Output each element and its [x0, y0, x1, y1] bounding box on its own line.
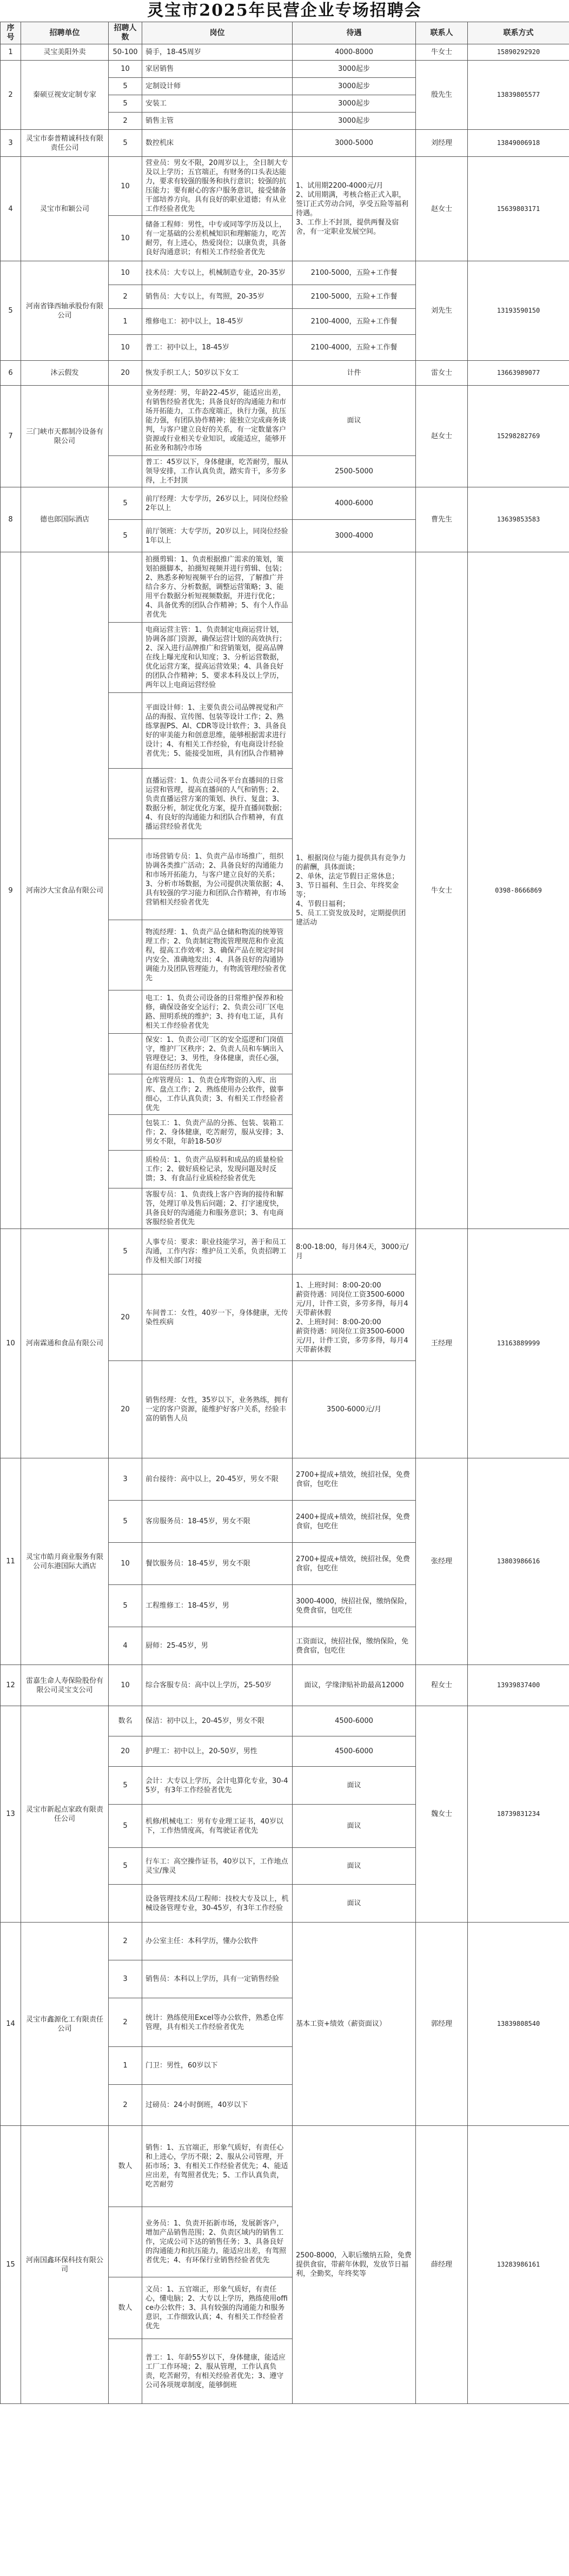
- job-pay: 4000-6000: [293, 487, 416, 520]
- job-post: 销售经理：女性，35岁以下，业务熟练，拥有一定的客户资源，能维护好客户关系，经验丰富的销售人员: [142, 1361, 293, 1458]
- contact-phone: 13939837400: [468, 1665, 569, 1706]
- company-name: 河南省锋西轴承股份有限公司: [21, 261, 109, 361]
- contact-phone: 13839805577: [468, 61, 569, 130]
- job-post: 家居销售: [142, 61, 293, 78]
- company-name: 灵宝市新起点家政有限责任公司: [21, 1706, 109, 1923]
- contact-phone: 13193590150: [468, 261, 569, 361]
- header-phone: 联系方式: [468, 22, 569, 44]
- job-pay: 面议: [293, 1805, 416, 1848]
- job-pay: 2500-8000，入职后缴纳五险，免费提供食宿，带薪年休假，发放节日福利，全勤奖，年终奖等: [293, 2126, 416, 2404]
- job-post: 客服专员：1、负责线上客户咨询的接待和解答，处理订单及售后问题；2、打字速度快，具备良好的沟通能力和服务意识；3、有电商客服经验者优先: [142, 1188, 293, 1229]
- company-name: 河南霖通和食品有限公司: [21, 1229, 109, 1458]
- job-post: 技术员：大专以上，机械制造专业，20-35岁: [142, 261, 293, 285]
- job-post: 骑手，18-45周岁: [142, 44, 293, 61]
- table-row: [1, 1923, 569, 1960]
- job-post: 机修/机械电工：男有专业理工证书，40岁以下，工作热情度高，有驾驶证者优先: [142, 1805, 293, 1848]
- job-pay: 3000-4000: [293, 520, 416, 552]
- table-header-row: [1, 22, 569, 44]
- job-count: 2: [109, 1923, 142, 1960]
- job-count: 数人: [109, 2277, 142, 2339]
- job-pay: 2100-4000，五险+工作餐: [293, 309, 416, 335]
- job-count: 5: [109, 520, 142, 552]
- job-post: 车间普工：女性，40岁一下，身体健康，无传染性疾病: [142, 1274, 293, 1361]
- job-count: 10: [109, 61, 142, 78]
- job-pay: 工资面议，统招社保，缴纳保险，免费食宿，包吃住: [293, 1627, 416, 1665]
- table-row: [1, 157, 569, 216]
- contact-person: 刘先生: [416, 261, 468, 361]
- job-pay: 基本工资+绩效（薪资面议）: [293, 1923, 416, 2126]
- row-number: 8: [1, 487, 21, 552]
- job-post: 办公室主任：本科学历，懂办公软件: [142, 1923, 293, 1960]
- job-post: 普工：1、年龄55岁以下，身体健康，能适应工厂工作环境；2、服从管理，工作认真负责，吃苦耐劳，有相关经验者优先；3、遵守公司各项规章制度，能够倒班: [142, 2339, 293, 2404]
- job-count: 5: [109, 487, 142, 520]
- job-count: [109, 1151, 142, 1188]
- table-body: [1, 44, 569, 2404]
- job-count: 2: [109, 2085, 142, 2126]
- job-post: 行车工：高空操作证书，40岁以下，工作地点灵宝/豫灵: [142, 1848, 293, 1885]
- job-count: 数名: [109, 1706, 142, 1736]
- job-pay: 8:00-18:00，每月休4天，3000元/月: [293, 1229, 416, 1274]
- job-count: 20: [109, 361, 142, 386]
- job-pay: 1、试用期2200-4000元/月 2、试用期满，考核合格正式入职，签订正式劳动合同，享受五险等福利待遇。 3、工作上不封顶，提供两餐及宿舍，有一定职业发展空间。: [293, 157, 416, 261]
- row-number: 4: [1, 157, 21, 261]
- job-count: [109, 839, 142, 920]
- job-post: 工程维修工：18-45岁，男: [142, 1585, 293, 1627]
- job-count: 5: [109, 78, 142, 95]
- job-post: 电工：1、负责公司设备的日常维护保养和检修，确保设备安全运行；2、负责公司厂区电路、照明系统的维护；3、持有电工证，具有相关工作经验者优先: [142, 990, 293, 1034]
- job-post: 护理工：初中以上，20-50岁，男性: [142, 1736, 293, 1767]
- job-pay: 计件: [293, 361, 416, 386]
- company-name: 沐云假发: [21, 361, 109, 386]
- job-count: 10: [109, 261, 142, 285]
- job-post: 销售：1、五官端正，形象气质好，有责任心和上进心，学历不限；2、服从公司管理，开拓市场；3、有相关工作经验者优先；4、能适应出差，有驾照者优先；5、工作认真负责，吃苦耐劳: [142, 2126, 293, 2207]
- contact-phone: 15298282769: [468, 386, 569, 487]
- job-count: 2: [109, 1998, 142, 2047]
- job-count: [109, 552, 142, 623]
- company-name: 灵宝市鑫源化工有限责任公司: [21, 1923, 109, 2126]
- job-pay: 2400+提成+绩效，统招社保，免费食宿，包吃住: [293, 1501, 416, 1543]
- job-count: 3: [109, 1458, 142, 1501]
- job-count: [109, 1115, 142, 1151]
- job-count: 5: [109, 130, 142, 157]
- job-pay: 4500-6000: [293, 1706, 416, 1736]
- job-count: 10: [109, 1543, 142, 1585]
- job-post: 包装工：1、负责产品的分拣、包装、装箱工作；2、身体健康，吃苦耐劳，服从安排；3、男女不限，年龄18-50岁: [142, 1115, 293, 1151]
- company-name: 灵宝美阳外卖: [21, 44, 109, 61]
- job-pay: 1、上班时间：8:00-20:00 薪资待遇：同岗位工资3500-6000元/月，计件工资，多劳多得，每月4天带薪休假 2、上班时间：8:00-20:00 薪资待遇：同岗位工资3500-6000元/月，计件工资，多劳多得，每月4天带薪休假: [293, 1274, 416, 1361]
- job-count: [109, 456, 142, 487]
- job-count: 2: [109, 285, 142, 309]
- row-number: 11: [1, 1458, 21, 1665]
- row-number: 10: [1, 1229, 21, 1458]
- job-pay: 2100-4000，五险+工作餐: [293, 335, 416, 361]
- job-pay: 3000起步: [293, 113, 416, 130]
- table-row: [1, 261, 569, 285]
- contact-person: 殷先生: [416, 61, 468, 130]
- job-post: 门卫：男性，60岁以下: [142, 2047, 293, 2085]
- job-pay: 3000起步: [293, 78, 416, 95]
- contact-phone: 13803986616: [468, 1458, 569, 1665]
- row-number: 14: [1, 1923, 21, 2126]
- job-post: 会计：大专以上学历，会计电算化专业，30-45岁，有3年工作经验者优先: [142, 1767, 293, 1805]
- header-post: 岗位: [142, 22, 293, 44]
- job-count: [109, 2339, 142, 2404]
- job-post: 保洁：初中以上，20-45岁，男女不限: [142, 1706, 293, 1736]
- job-count: 5: [109, 1229, 142, 1274]
- job-count: [109, 1034, 142, 1074]
- contact-phone: 18739831234: [468, 1706, 569, 1923]
- job-post: 客房服务员：18-45岁，男女不限: [142, 1501, 293, 1543]
- contact-phone: 13283986161: [468, 2126, 569, 2404]
- job-count: 50-100: [109, 44, 142, 61]
- job-pay: 面议，学缘津贴补助最高12000: [293, 1665, 416, 1706]
- job-post: 普工：45岁以下，身体健康，吃苦耐劳，服从领导安排，工作认真负责，踏实肯干，多劳多得，上不封顶: [142, 456, 293, 487]
- company-name: 河南沙大宝食品有限公司: [21, 552, 109, 1229]
- row-number: 1: [1, 44, 21, 61]
- table-row: [1, 61, 569, 78]
- job-count: 1: [109, 2047, 142, 2085]
- job-count: 10: [109, 1665, 142, 1706]
- table-row: [1, 386, 569, 456]
- job-post: 拍摄剪辑：1、负责根据推广需求的策划，策划拍摄脚本，拍摄短视频并进行剪辑、包装；2、熟悉多种短视频平台的运营，了解推广并结合多方、分析数据，调整运营策略；3、能用平台数据分析短视频数据，并进行优化；4、具备优秀的团队合作精神；5、有个人作品者优先: [142, 552, 293, 623]
- table-row: [1, 1665, 569, 1706]
- contact-person: 魏女士: [416, 1706, 468, 1923]
- job-pay: 面议: [293, 1848, 416, 1885]
- job-post: 统计：熟练使用Excel等办公软件，熟悉仓库管理，具有相关工作经验者优先: [142, 1998, 293, 2047]
- job-count: 5: [109, 95, 142, 113]
- company-name: 河南国鑫环保科技有限公司: [21, 2126, 109, 2404]
- recruitment-table: [0, 22, 569, 2404]
- header-contact: 联系人: [416, 22, 468, 44]
- job-pay: 1、根据岗位与能力提供具有竞争力的薪酬，具体面谈； 2、单休，法定节假日正常休息； 3、节日福利、生日会、年终奖金等； 4、节假日福利； 5、员工工资发放及时，定期提供团建活动: [293, 552, 416, 1229]
- contact-person: 刘经理: [416, 130, 468, 157]
- job-count: 10: [109, 335, 142, 361]
- job-post: 普工：初中以上，18-45岁: [142, 335, 293, 361]
- row-number: 13: [1, 1706, 21, 1923]
- job-post: 质检员：1、负责产品原料和成品的质量检验工作；2、做好质检记录，发现问题及时反馈；3、有食品行业质检经验者优先: [142, 1151, 293, 1188]
- job-post: 保安：1、负责公司厂区的安全巡逻和门岗值守，维护厂区秩序；2、负责人员和车辆出入管理登记；3、男性，身体健康，责任心强，有退伍经历者优先: [142, 1034, 293, 1074]
- job-pay: 3000起步: [293, 61, 416, 78]
- job-post: 设备管理技术员/工程师：技校大专及以上，机械设备管理专业，30-45岁，有3年工作经验: [142, 1885, 293, 1923]
- company-name: 德也郎国际酒店: [21, 487, 109, 552]
- contact-person: 王经理: [416, 1229, 468, 1458]
- job-count: [109, 623, 142, 693]
- job-pay: 2700+提成+绩效，统招社保，免费食宿，包吃住: [293, 1543, 416, 1585]
- contact-person: 赵女士: [416, 157, 468, 261]
- contact-phone: 13163889999: [468, 1229, 569, 1458]
- job-post: 前厅经理：大专学历，26岁以上，同岗位经验2年以上: [142, 487, 293, 520]
- job-pay: 2100-5000，五险+工作餐: [293, 261, 416, 285]
- job-post: 销售主管: [142, 113, 293, 130]
- contact-phone: 15639803171: [468, 157, 569, 261]
- job-count: [109, 386, 142, 456]
- row-number: 12: [1, 1665, 21, 1706]
- row-number: 3: [1, 130, 21, 157]
- job-post: 厨师：25-45岁，男: [142, 1627, 293, 1665]
- job-count: 5: [109, 1585, 142, 1627]
- job-pay: 3000起步: [293, 95, 416, 113]
- job-count: 5: [109, 1848, 142, 1885]
- job-post: 数控机床: [142, 130, 293, 157]
- job-count: 4: [109, 1627, 142, 1665]
- job-post: 恢发手织工人；50岁以下女工: [142, 361, 293, 386]
- job-post: 业务经理：男，年龄22-45岁，能适应出差，有销售经验者优先；具备良好的沟通能力和市场开拓能力，工作态度端正，执行力强，抗压能力强，有团队协作精神；能独立完成商务谈判，与客户建立良好的关系，有一定数量客户资源或行业相关专业知识，或能适应，能够开拓业务和制冷市场: [142, 386, 293, 456]
- header-company: 招聘单位: [21, 22, 109, 44]
- job-pay: 2500-5000: [293, 456, 416, 487]
- job-pay: 3000-5000: [293, 130, 416, 157]
- job-count: [109, 1885, 142, 1923]
- job-post: 物流经理：1、负责产品仓储和物流的统筹管理工作；2、负责制定物流管理规范和作业流程，提高工作效率；3、确保产品在规定时间内安全、准确地发出；4、具备良好的沟通协调能力及团队管理能力，有物流管理经验者优先: [142, 920, 293, 990]
- job-post: 储备工程师：男性，中专或同等学历及以上，有一定基础的公差机械知识和理解能力，吃苦耐劳，有上进心，热爱岗位；以康负责，具备良好沟通意识；有相关工作经验者优先: [142, 216, 293, 261]
- job-post: 营业员：男女不限，20周岁以上，全日制大专及以上学历；五官端正，有财务的口头表达能力，要求有较强的服务和执行意识；较强的抗压能力；要有耐心的客户服务意识，接受储备干部培养方向。具有良好的职业道德；有从业工作经验者优先: [142, 157, 293, 216]
- job-post: 业务员：1、负责开拓新市场，发展新客户，增加产品销售范围；2、负责区域内的销售工作，完成公司下达的销售任务；3、具备良好的沟通能力和抗压能力，能适应出差，有驾照者优先；4、有环保行业销售经验者优先: [142, 2207, 293, 2277]
- row-number: 6: [1, 361, 21, 386]
- job-pay: 面议: [293, 1885, 416, 1923]
- table-row: [1, 1706, 569, 1736]
- contact-phone: 15890292920: [468, 44, 569, 61]
- contact-phone: 13849006918: [468, 130, 569, 157]
- job-count: 10: [109, 157, 142, 216]
- job-pay: 2100-5000，五险+工作餐: [293, 285, 416, 309]
- job-count: [109, 769, 142, 839]
- header-no: 序号: [1, 22, 21, 44]
- job-count: [109, 693, 142, 769]
- contact-person: 薛经理: [416, 2126, 468, 2404]
- job-pay: 2700+提成+绩效，统招社保，免费食宿，包吃住: [293, 1458, 416, 1501]
- row-number: 2: [1, 61, 21, 130]
- job-pay: 4000-8000: [293, 44, 416, 61]
- header-pay: 待遇: [293, 22, 416, 44]
- table-row: [1, 2126, 569, 2207]
- job-count: 数人: [109, 2126, 142, 2207]
- company-name: 灵宝市皓月商业服务有限公司东港国际大酒店: [21, 1458, 109, 1665]
- table-row: [1, 1229, 569, 1274]
- job-count: 5: [109, 1501, 142, 1543]
- job-pay: 4500-6000: [293, 1736, 416, 1767]
- table-row: [1, 130, 569, 157]
- contact-phone: 0398-8666869: [468, 552, 569, 1229]
- job-post: 餐饮服务员：18-45岁，男女不限: [142, 1543, 293, 1585]
- job-post: 市场营销专员：1、负责产品市场推广，组织协调各类推广活动；2、具备良好的沟通能力和市场开拓能力，与客户建立良好的关系；3、分析市场数据，为公司提供决策依据；4、具有较强的学习能力和团队合作精神，有市场营销相关经验者优先: [142, 839, 293, 920]
- row-number: 7: [1, 386, 21, 487]
- job-pay: 面议: [293, 386, 416, 456]
- contact-person: 郭经理: [416, 1923, 468, 2126]
- contact-person: 赵女士: [416, 386, 468, 487]
- page-title: 灵宝市2025年民营企业专场招聘会: [147, 1, 422, 20]
- job-count: 5: [109, 1805, 142, 1848]
- job-count: 5: [109, 1767, 142, 1805]
- company-name: 灵宝市和颖公司: [21, 157, 109, 261]
- job-post: 销售员：大专以上，有驾照，20-35岁: [142, 285, 293, 309]
- job-post: 直播运营：1、负责公司各平台直播间的日常运营和管理，提高直播间的人气和销售；2、负责直播运营方案的策划、执行、复盘；3、数据分析，制定优化方案，提升直播间数据；4、有良好的沟通能力和团队合作精神，有直播运营经验者优先: [142, 769, 293, 839]
- job-count: 20: [109, 1361, 142, 1458]
- contact-person: 程女士: [416, 1665, 468, 1706]
- company-name: 灵宝市泰普精诚科技有限责任公司: [21, 130, 109, 157]
- job-count: [109, 2207, 142, 2277]
- job-post: 综合客服专员：高中以上学历，25-50岁: [142, 1665, 293, 1706]
- header-count: 招聘人数: [109, 22, 142, 44]
- job-pay: 面议: [293, 1767, 416, 1805]
- company-name: 秦硕豆视安定制专家: [21, 61, 109, 130]
- company-name: 三门峡市天都制冷设备有限公司: [21, 386, 109, 487]
- job-post: 安装工: [142, 95, 293, 113]
- job-post: 定制设计师: [142, 78, 293, 95]
- job-pay: 3500-6000元/月: [293, 1361, 416, 1458]
- contact-person: 牛女士: [416, 44, 468, 61]
- job-pay: 3000-4000，统招社保，缴纳保险，免费食宿，包吃住: [293, 1585, 416, 1627]
- job-post: 文员：1、五官端正，形象气质好，有责任心，懂电脑；2、大专以上学历，熟练使用office办公软件；3、具有较强的沟通能力和服务意识，工作细致认真；4、有相关工作经验者优先: [142, 2277, 293, 2339]
- job-count: 10: [109, 216, 142, 261]
- job-post: 电商运营主管：1、负责制定电商运营计划，协调各部门资源，确保运营计划的高效执行；2、深入进行品牌推广和营销策划，提高品牌在线上曝光度和认知度；3、分析运营数据，优化运营方案，提高运营效果；4、具备良好的团队合作精神；5、要求本科及以上学历，两年以上电商运营经验: [142, 623, 293, 693]
- table-row: [1, 44, 569, 61]
- job-count: [109, 1074, 142, 1115]
- job-post: 人事专员：要求：职业技能学习，善于和员工沟通，工作内容：维护员工关系，负责招聘工作及相关部门对接: [142, 1229, 293, 1274]
- table-row: [1, 487, 569, 520]
- table-row: [1, 552, 569, 623]
- job-post: 仓库管理员：1、负责仓库物资的入库、出库、盘点工作；2、熟练使用办公软件，做事细心，工作认真负责；3、有相关工作经验者优先: [142, 1074, 293, 1115]
- job-count: 3: [109, 1960, 142, 1998]
- contact-person: 牛女士: [416, 552, 468, 1229]
- job-count: [109, 1188, 142, 1229]
- table-row: [1, 1458, 569, 1501]
- contact-phone: 13663989077: [468, 361, 569, 386]
- row-number: 5: [1, 261, 21, 361]
- job-count: [109, 920, 142, 990]
- job-post: 过磅员：24小时倒班，40岁以下: [142, 2085, 293, 2126]
- job-post: 销售员：本科以上学历，具有一定销售经验: [142, 1960, 293, 1998]
- job-count: [109, 990, 142, 1034]
- row-number: 15: [1, 2126, 21, 2404]
- contact-phone: 13639853583: [468, 487, 569, 552]
- contact-person: 雷女士: [416, 361, 468, 386]
- job-count: 2: [109, 113, 142, 130]
- contact-person: 曹先生: [416, 487, 468, 552]
- company-name: 雷嘉生命人寿保险股份有限公司灵宝支公司: [21, 1665, 109, 1706]
- contact-phone: 13839808540: [468, 1923, 569, 2126]
- job-post: 维修电工：初中以上，18-45岁: [142, 309, 293, 335]
- job-post: 前厅领班：大专学历，20岁以上，同岗位经验1年以上: [142, 520, 293, 552]
- table-row: [1, 361, 569, 386]
- job-post: 前台接待：高中以上，20-45岁，男女不限: [142, 1458, 293, 1501]
- row-number: 9: [1, 552, 21, 1229]
- job-count: 1: [109, 309, 142, 335]
- contact-person: 张经理: [416, 1458, 468, 1665]
- job-count: 20: [109, 1736, 142, 1767]
- job-post: 平面设计师：1、主要负责公司品牌视觉和产品的海报、宣传图、包装等设计工作；2、熟练掌握PS、AI、CDR等设计软件；3、具备良好的审美能力和创意思维，能够根据需求进行设计；4、有相关工作经验，有电商设计经验者优先；5、能接受加班，具有团队合作精神: [142, 693, 293, 769]
- job-count: 20: [109, 1274, 142, 1361]
